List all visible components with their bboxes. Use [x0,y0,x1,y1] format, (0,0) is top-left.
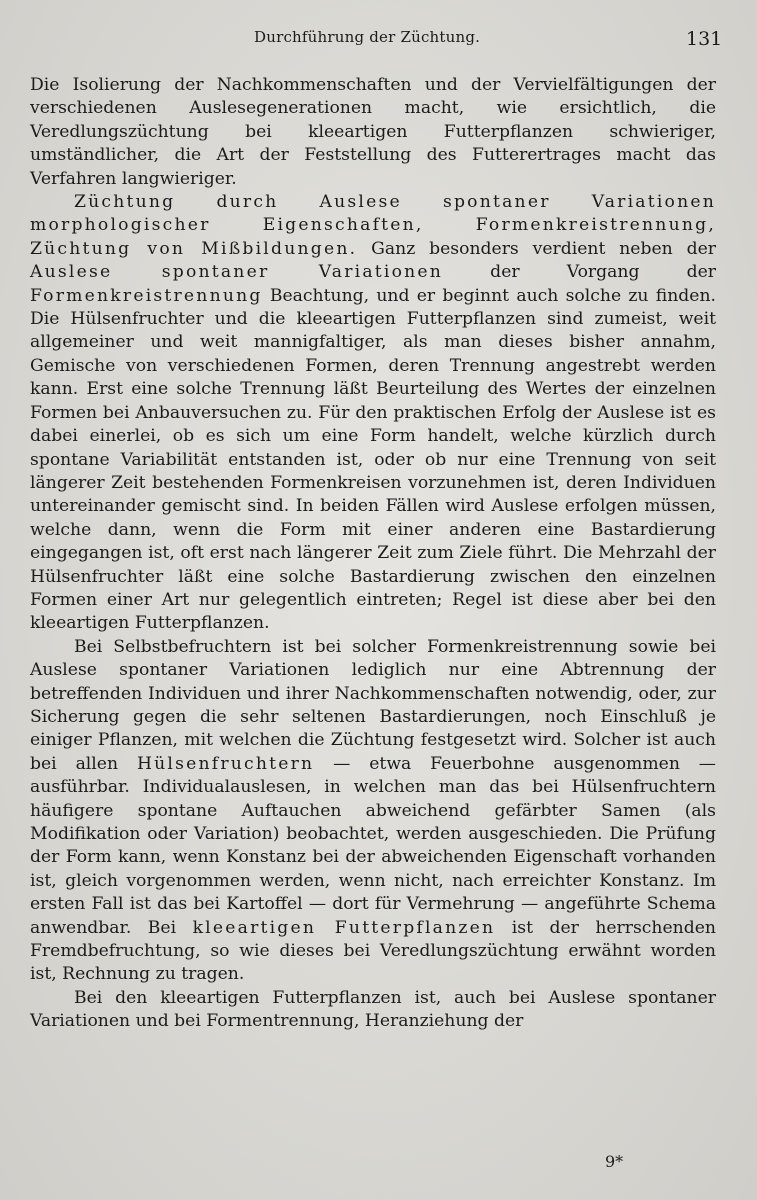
paragraph-3-text-c: ist der herrschenden Fremdbefruchtung, so wie dieses bei Veredlungszüchtung erwähnt worden ist, Rechnung zu tragen. [30,917,716,985]
section-heading-spaced: Züchtung durch Auslese spontaner Variationen morphologischer Eigenschaften, Formenkreistrennung, Züchtung von Mißbildungen. [30,192,716,259]
emphasis-huelsenfruchtern: Hülsenfruchtern [136,753,315,774]
paragraph-2 [30,191,716,636]
paragraph-1 [30,74,716,191]
paragraph-2-text-c: Beachtung, und er beginnt auch solche zu finden. Die Hülsenfruchter und die kleeartigen Futterpflanzen sind zumeist, weit allgemeiner und weit mannigfaltiger, als man dieses bisher annahm, Gemische von verschiedenen Formen, deren Trennung angestrebt werden kann. Erst eine solche Trennung läßt Beurteilung des Wertes der einzelnen Formen bei Anbauversuchen zu. Für den praktischen Erfolg der Auslese ist es dabei einerlei, ob es sich um eine Form handelt, welche kürzlich durch spontane Variabilität entstanden ist, oder ob nur eine Trennung von seit längerer Zeit bestehenden Formenkreisen vorzunehmen ist, deren Individuen untereinander gemischt sind. In beiden Fällen wird Auslese erfolgen müssen, welche dann, wenn die Form mit einer anderen eine Bastardierung eingegangen ist, oft erst nach längerer Zeit zum Ziele führt. Die Mehrzahl der Hülsenfruchter läßt eine solche Bastardierung zwischen den einzelnen Formen einer Art nur gelegentlich eintreten; Regel ist diese aber bei den kleeartigen Futterpflanzen. [30,285,716,634]
emphasis-formenkreistrennung: Formenkreistrennung [30,285,263,306]
paragraph-4 [30,987,716,1034]
emphasis-auslese: Auslese spontaner Variationen [30,262,444,283]
sheet-signature: 9* [605,1152,624,1171]
paragraph-3-text-b: — etwa Feuerbohne ausgenommen — ausführbar. Individualauslesen, in welchen man das bei Hülsenfruchtern häufigere spontane Auftauchen abweichend gefärbter Samen (als Modifikation oder Variation) beobachtet, werden ausgeschieden. Die Prüfung der Form kann, wenn Konstanz bei der abweichenden Eigenschaft vorhanden ist, gleich vorgenommen werden, wenn nicht, nach erreichter Konstanz. Im ersten Fall ist das bei Kartoffel — dort für Vermehrung — angeführte Schema anwendbar. Bei [30,753,716,938]
paragraph-2-text-b: der Vorgang der [443,262,716,283]
paragraph-1-text: Die Isolierung der Nachkommenschaften und der Vervielfältigungen der verschiedenen Auslesegenerationen macht, wie ersichtlich, die Veredlungszüchtung bei kleeartigen Futterpflanzen schwieriger, umständlicher, die Art der Feststellung des Futterertrages macht das Verfahren langwieriger. [30,75,716,189]
paragraph-4-text: Bei den kleeartigen Futterpflanzen ist, auch bei Auslese spontaner Variationen und bei Formentrennung, Heranziehung der [30,987,716,1032]
page-number: 131 [686,28,723,50]
running-title: Durchführung der Züchtung. [254,28,481,46]
running-head [0,24,757,54]
emphasis-kleeartige-futterpflanzen: kleeartigen Futterpflanzen [192,917,496,938]
paragraph-3 [30,636,716,987]
body-text [30,74,716,1034]
paragraph-3-text-a: Bei Selbstbefruchtern ist bei solcher Formenkreistrennung sowie bei Auslese spontaner Variationen lediglich nur eine Abtrennung der betreffenden Individuen und ihrer Nachkommenschaften notwendig, oder, zur Sicherung gegen die sehr seltenen Bastardierungen, noch Einschluß je einiger Pflanzen, mit welchen die Züchtung festgesetzt wird. Solcher ist auch bei allen [30,636,716,774]
paragraph-2-text-a: Ganz besonders verdient neben der [357,238,716,259]
